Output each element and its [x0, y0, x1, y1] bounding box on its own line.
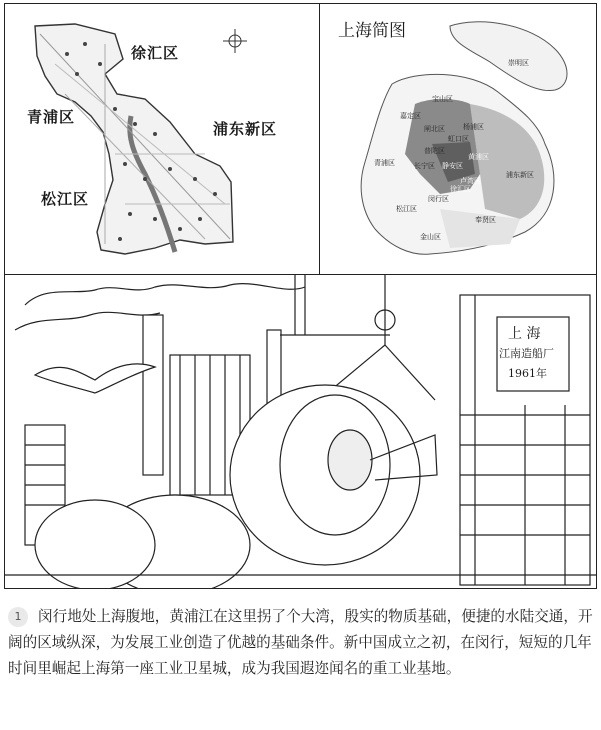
industrial-illustration [4, 274, 597, 589]
label-luwan: 卢湾区 [460, 177, 481, 185]
label-chongming: 崇明区 [508, 59, 529, 67]
sign-line-2: 江南造船厂 [499, 347, 554, 360]
district-label-songjiang: 松江区 [41, 190, 90, 208]
label-fengxian: 奉贤区 [475, 216, 496, 224]
label-pudong: 浦东新区 [506, 171, 534, 179]
district-label-pudong: 浦东新区 [213, 120, 278, 138]
label-changning: 长宁区 [414, 162, 435, 170]
label-xuhui: 徐汇区 [450, 185, 471, 193]
sign-line-3: 1961年 [508, 367, 547, 380]
label-jingan: 静安区 [442, 162, 463, 170]
label-songjiang: 松江区 [396, 205, 417, 213]
caption [8, 604, 593, 682]
district-label-qingpu: 青浦区 [27, 108, 76, 126]
label-jinshan: 金山区 [420, 233, 441, 241]
label-minhang: 闵行区 [428, 195, 449, 203]
minhang-map-panel [4, 3, 320, 275]
label-jiading: 嘉定区 [400, 112, 421, 120]
label-huangpu: 黄浦区 [468, 153, 489, 161]
caption-number-badge: 1 [8, 607, 28, 627]
map-title: 上海简图 [338, 21, 406, 41]
district-label-xuhui: 徐汇区 [131, 44, 180, 62]
label-baoshan: 宝山区 [432, 95, 453, 103]
label-zhabei: 闸北区 [424, 125, 445, 133]
label-putuo: 普陀区 [424, 147, 445, 155]
caption-text: 闵行地处上海腹地，黄浦江在这里拐了个大湾，殷实的物质基础，便捷的水陆交通，开阔的区域纵深，为发展工业创造了优越的基础条件。新中国成立之初，在闵行，短短的几年时间里崛起上海第一座工业卫星城，成为我国遐迩闻名的重工业基地。 [8, 608, 593, 677]
shanghai-map-panel [319, 3, 597, 275]
label-yangpu: 杨浦区 [463, 123, 484, 131]
sign-line-1: 上 海 [508, 326, 541, 342]
label-hongkou: 虹口区 [448, 135, 469, 143]
label-qingpu: 青浦区 [374, 159, 395, 167]
